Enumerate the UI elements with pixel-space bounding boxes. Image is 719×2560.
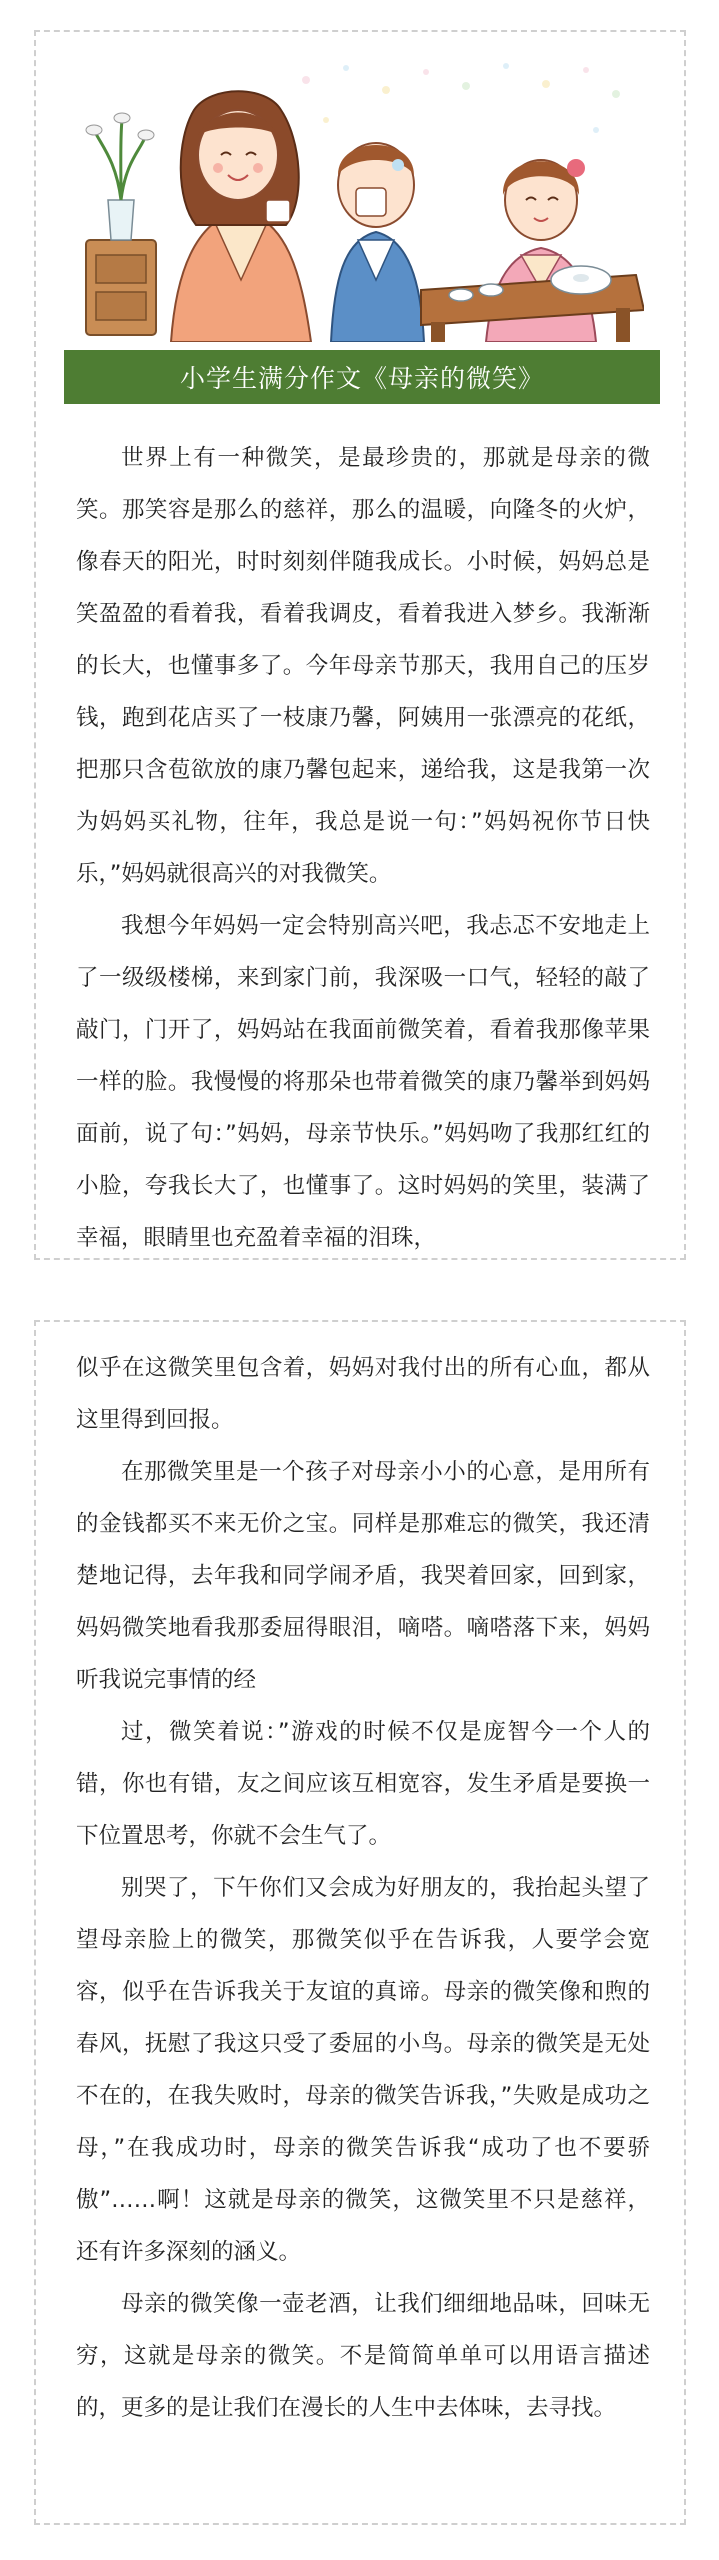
paragraph: 别哭了，下午你们又会成为好朋友的，我抬起头望了望母亲脸上的微笑，那微笑似乎在告诉我，人要学会宽容，似乎在告诉我关于友谊的真谛。母亲的微笑像和煦的春风，抚慰了我这只受了委屈的小鸟。母亲的微笑是无处不在的，在我失败时，母亲的微笑告诉我，”失败是成功之母，”在我成功时，母亲的微笑告诉我“成功了也不要骄傲”……啊！这就是母亲的微笑，这微笑里不只是慈祥，还有许多深刻的涵义。 [76,1875,650,2265]
mother-children-tea-illustration [76,50,644,342]
article-body-part2 [76,1342,650,2434]
paragraph: 在那微笑里是一个孩子对母亲小小的心意，是用所有的金钱都买不来无价之宝。同样是那难忘的微笑，我还清楚地记得，去年我和同学闹矛盾，我哭着回家，回到家，妈妈微笑地看我那委屈得眼泪，嘀嗒。嘀嗒落下来，妈妈听我说完事情的经 [76,1459,650,1693]
article-card-bottom [34,1320,686,2525]
paragraph: 世界上有一种微笑，是最珍贵的，那就是母亲的微笑。那笑容是那么的慈祥，那么的温暖，向隆冬的火炉，像春天的阳光，时时刻刻伴随我成长。小时候，妈妈总是笑盈盈的看着我，看着我调皮，看着我进入梦乡。我渐渐的长大，也懂事多了。今年母亲节那天，我用自己的压岁钱，跑到花店买了一枝康乃馨，阿姨用一张漂亮的花纸，把那只含苞欲放的康乃馨包起来，递给我，这是我第一次为妈妈买礼物，往年，我总是说一句：”妈妈祝你节日快乐，”妈妈就很高兴的对我微笑。 [76,445,650,887]
article-title: 小学生满分作文《母亲的微笑》 [64,350,660,404]
article-body-part1 [76,432,650,1264]
paragraph: 过，微笑着说：”游戏的时候不仅是庞智今一个人的错，你也有错，友之间应该互相宽容，发生矛盾是要换一下位置思考，你就不会生气了。 [76,1719,650,1849]
paragraph: 我想今年妈妈一定会特别高兴吧，我忐忑不安地走上了一级级楼梯，来到家门前，我深吸一口气，轻轻的敲了敲门，门开了，妈妈站在我面前微笑着，看着我那像苹果一样的脸。我慢慢的将那朵也带着微笑的康乃馨举到妈妈面前，说了句：”妈妈，母亲节快乐。”妈妈吻了我那红红的小脸，夸我长大了，也懂事了。这时妈妈的笑里，装满了幸福，眼睛里也充盈着幸福的泪珠， [76,913,650,1251]
article-card-top [34,30,686,1260]
paragraph: 母亲的微笑像一壶老酒，让我们细细地品味，回味无穷，这就是母亲的微笑。不是简简单单可以用语言描述的，更多的是让我们在漫长的人生中去体味，去寻找。 [76,2291,650,2421]
paragraph-continuation: 似乎在这微笑里包含着，妈妈对我付出的所有心血，都从这里得到回报。 [76,1355,650,1433]
